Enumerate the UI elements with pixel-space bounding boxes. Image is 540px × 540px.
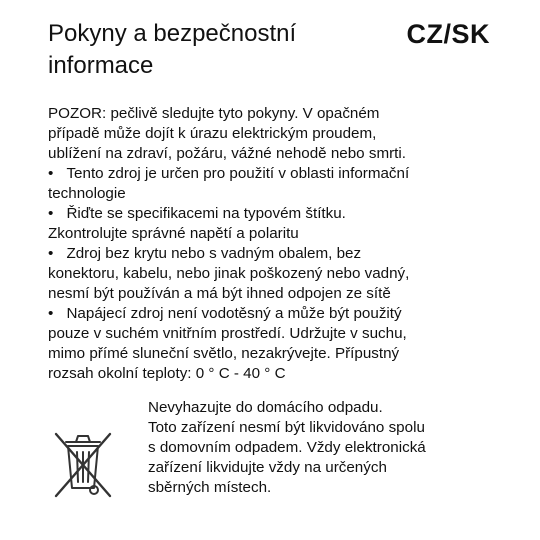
- bullet-text: rozsah okolní teploty: 0 ° C - 40 ° C: [48, 365, 286, 382]
- bullet-item: [48, 164, 488, 204]
- bullet-item: [48, 304, 488, 384]
- header: [48, 18, 500, 88]
- bullet-icon: •: [48, 305, 54, 322]
- disposal-line: zařízení likvidujte vždy na určených: [148, 459, 387, 476]
- title-line: Pokyny a bezpečnostní: [48, 20, 297, 47]
- bullet-icon: •: [48, 205, 54, 222]
- warning-line: případě může dojít k úrazu elektrickým proudem,: [48, 125, 377, 142]
- bullet-text: pouze v suchém vnitřním prostředí. Udržujte v suchu,: [48, 325, 407, 342]
- disposal-notice: [48, 398, 508, 518]
- warning-line: POZOR: pečlivě sledujte tyto pokyny. V opačném: [48, 105, 380, 122]
- instructions-body: [48, 104, 488, 384]
- language-code: CZ/SK: [406, 19, 490, 49]
- bullet-text: Řiďte se specifikacemi na typovém štítku.: [66, 205, 346, 222]
- page-title: [48, 18, 368, 82]
- bullet-text: Tento zdroj je určen pro použití v oblasti informační: [66, 165, 410, 182]
- bullet-text: konektoru, kabelu, nebo jinak poškozený nebo vadný,: [48, 265, 410, 282]
- bullet-icon: •: [48, 245, 54, 262]
- bullet-text: Zkontrolujte správné napětí a polaritu: [48, 225, 299, 242]
- disposal-text: [148, 398, 508, 498]
- title-line: informace: [48, 52, 154, 79]
- disposal-line: s domovním odpadem. Vždy elektronická: [148, 439, 426, 456]
- warning-paragraph: [48, 104, 488, 164]
- bullet-item: [48, 204, 488, 244]
- bullet-text: Zdroj bez krytu nebo s vadným obalem, bez: [66, 245, 362, 262]
- crossed-out-wheelie-bin-icon: [52, 428, 114, 500]
- bullet-icon: •: [48, 165, 54, 182]
- bullet-item: [48, 244, 488, 304]
- disposal-line: Toto zařízení nesmí být likvidováno spolu: [148, 419, 425, 436]
- bullet-text: technologie: [48, 185, 126, 202]
- bullet-text: nesmí být používán a má být ihned odpojen ze sítě: [48, 285, 391, 302]
- disposal-line: sběrných místech.: [148, 479, 272, 496]
- bullet-text: mimo přímé sluneční světlo, nezakrývejte. Přípustný: [48, 345, 400, 362]
- bullet-text: Napájecí zdroj není vodotěsný a může být použitý: [66, 305, 402, 322]
- disposal-line: Nevyhazujte do domácího odpadu.: [148, 399, 383, 416]
- warning-line: ublížení na zdraví, požáru, vážné nehodě nebo smrti.: [48, 145, 406, 162]
